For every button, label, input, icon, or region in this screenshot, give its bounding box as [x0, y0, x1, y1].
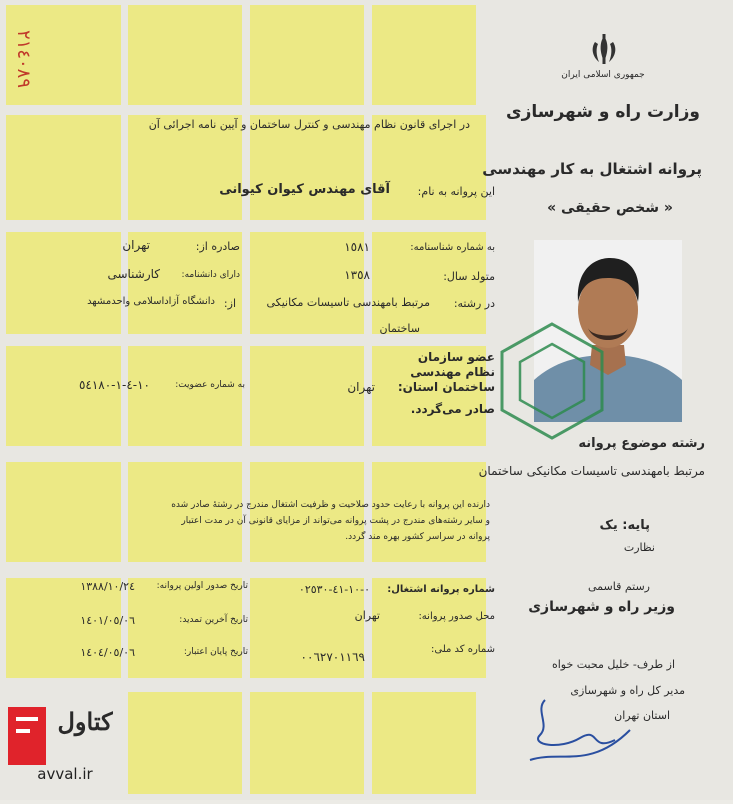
tile [128, 462, 242, 562]
tile [128, 692, 242, 794]
field-continued: ساختمان [379, 322, 420, 335]
ministry-title: وزارت راه و شهرسازی [505, 102, 700, 122]
field-value: مرتبط بامهندسی تاسیسات مکانیکی [266, 296, 430, 309]
tile [6, 578, 121, 678]
subject-title: رشته موضوع پروانه [578, 436, 705, 451]
tile [128, 346, 242, 446]
official-title: وزیر راه و شهرسازی [528, 599, 675, 615]
grade-label: پایه: یک [599, 518, 650, 533]
logo-text: کتاول [57, 707, 113, 736]
license-no-value: ٠-١٠-٤١-٠٢٥٣٠ [298, 583, 370, 596]
official-stamp-icon [490, 318, 615, 443]
signature-icon [520, 690, 640, 780]
expiry-value: ١٤٠٤/٠٥/٠٦ [80, 646, 135, 659]
id-number-label: به شماره شناسنامه: [410, 242, 495, 253]
membership-label: به شماره عضویت: [175, 380, 245, 390]
republic-label: جمهوری اسلامی ایران [561, 70, 645, 80]
tile [128, 5, 242, 105]
tile [372, 692, 476, 794]
province-value: تهران [347, 380, 375, 394]
tile [372, 5, 476, 105]
tile [6, 462, 121, 562]
notice-line-1: دارنده این پروانه با رعایت حدود صلاحیت و ظرفیت اشتغال مندرج در رشتهٔ صادر شده [171, 500, 490, 510]
university-value: دانشگاه آزاداسلامی واحدمشهد [87, 296, 215, 307]
national-code-label: شماره کد ملی: [430, 644, 495, 655]
last-renewal-value: ١٤٠١/٠٥/٠٦ [80, 614, 135, 627]
first-issue-value: ١٣٨٨/١٠/٢٤ [80, 580, 135, 593]
issue-place-value: تهران [354, 609, 380, 622]
birth-year-value: ١٣٥٨ [344, 268, 370, 282]
person-type: « شخص حقیقی » [547, 200, 673, 216]
field-label: در رشته: [453, 297, 495, 310]
degree-label: دارای دانشنامه: [181, 270, 240, 280]
serial-number: ٢١٤٠٨٩ [13, 30, 34, 89]
holder-name: آقای مهندس کیوان کیوانی [219, 182, 390, 197]
degree-value: کارشناسی [107, 267, 160, 281]
holder-name-label: این پروانه به نام: [417, 185, 495, 198]
last-renewal-label: تاریخ آخرین تمدید: [179, 615, 248, 625]
expiry-label: تاریخ پایان اعتبار: [183, 647, 248, 657]
official-name: رستم قاسمی [587, 580, 650, 593]
issued-statement: صادر می‌گردد. [410, 402, 495, 416]
iran-emblem-icon [586, 32, 622, 68]
first-issue-label: تاریخ صدور اولین پروانه: [156, 581, 248, 591]
subject-value: مرتبط بامهندسی تاسیسات مکانیکی ساختمان [478, 464, 705, 478]
tile [6, 346, 121, 446]
license-no-label: شماره پروانه اشتغال: [387, 584, 495, 595]
notice-line-2: و سایر رشته‌های مندرج در پشت پروانه می‌تواند از مزایای قانونی آن در مدت اعتبار [181, 516, 490, 526]
membership-value: ١٠-٤-١-٥٤١٨٠ [78, 378, 150, 392]
tile [250, 346, 364, 446]
tile [128, 578, 242, 678]
tile [250, 462, 364, 562]
tile [250, 692, 364, 794]
site-label: avval.ir [37, 765, 93, 783]
issue-place-label: محل صدور پروانه: [418, 611, 495, 622]
university-label: از: [223, 297, 236, 310]
id-number-value: ١٥٨١ [344, 240, 370, 254]
license-title: پروانه اشتغال به کار مهندسی [482, 160, 702, 178]
on-behalf-line: از طرف- خلیل محبت خواه [551, 658, 675, 671]
tile [250, 5, 364, 105]
issued-from-label: صادره از: [195, 240, 240, 253]
national-code-value: ٠٠٦٢٧٠١١٦٩ [300, 650, 365, 664]
issued-from-value: تهران [122, 238, 150, 252]
gm-province: استان تهران [614, 709, 670, 722]
birth-year-label: متولد سال: [443, 270, 495, 283]
member-line-2: نظام مهندسی [410, 365, 495, 379]
member-line-3: ساختمان استان: [397, 380, 495, 394]
watermark-logo [0, 695, 125, 800]
notice-line-3: پروانه در سراسر کشور بهره مند گردد. [345, 532, 490, 542]
law-line: در اجرای قانون نظام مهندسی و کنترل ساختمان و آیین نامه اجرائی آن [148, 118, 470, 131]
member-line-1: عضو سازمان [417, 350, 495, 364]
grade-role: نظارت [623, 541, 655, 554]
gm-title: مدیر کل راه و شهرسازی [570, 684, 685, 697]
